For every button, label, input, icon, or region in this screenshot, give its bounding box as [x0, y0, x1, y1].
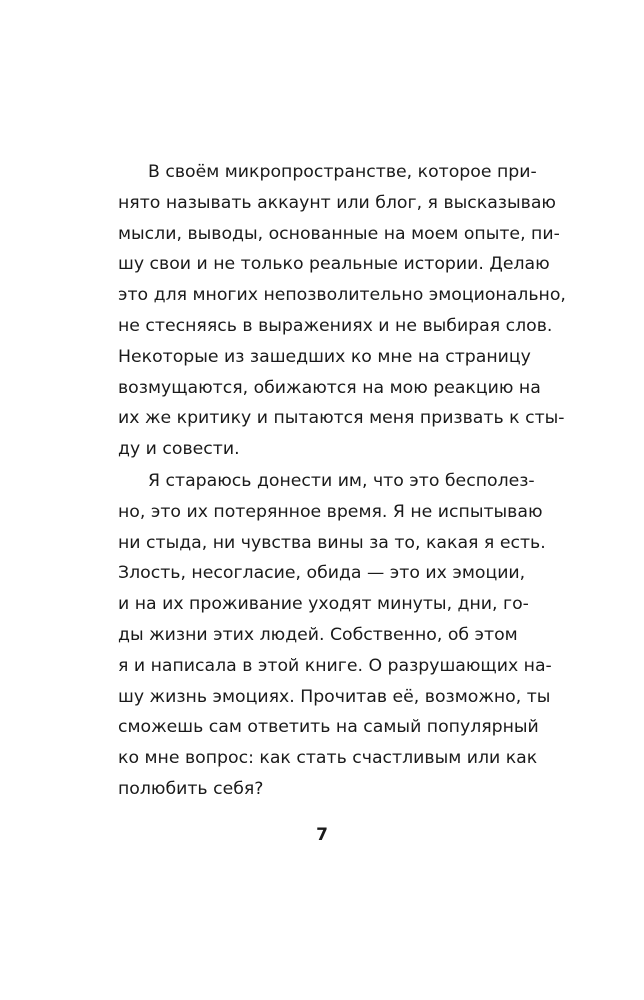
text-line: возмущаются, обижаются на мою реакцию на: [118, 377, 541, 398]
text-line: я и написала в этой книге. О разрушающих на-: [118, 655, 552, 676]
paragraph-2: [118, 466, 552, 805]
text-line: мысли, выводы, основанные на моем опыте, пи-: [118, 223, 560, 244]
text-line: но, это их потерянное время. Я не испытываю: [118, 501, 543, 522]
text-line: ду и совести.: [118, 439, 240, 460]
text-line: полюбить себя?: [118, 778, 264, 799]
text-line: ни стыда, ни чувства вины за то, какая я есть.: [118, 532, 546, 553]
paragraph-1: [118, 157, 566, 465]
text-line: Злость, несогласие, обида — это их эмоции,: [118, 563, 526, 584]
text-line: шу свои и не только реальные истории. Делаю: [118, 254, 550, 275]
text-line: Я стараюсь донести им, что это бесполез-: [148, 471, 535, 491]
text-line: и на их проживание уходят минуты, дни, го-: [118, 594, 529, 615]
text-line: их же критику и пытаются меня призвать к сты-: [118, 408, 565, 429]
text-line: нято называть аккаунт или блог, я высказываю: [118, 192, 556, 213]
text-line: не стесняясь в выражениях и не выбирая слов.: [118, 315, 553, 336]
text-line: В своём микропространстве, которое при-: [148, 162, 537, 182]
text-line: это для многих непозволительно эмоционально,: [118, 285, 566, 306]
text-line: сможешь сам ответить на самый популярный: [118, 717, 539, 738]
page-number: 7: [316, 825, 328, 845]
text-line: ко мне вопрос: как стать счастливым или как: [118, 748, 538, 769]
text-line: ды жизни этих людей. Собственно, об этом: [118, 624, 518, 645]
text-line: Некоторые из зашедших ко мне на страницу: [118, 346, 531, 367]
text-line: шу жизнь эмоциях. Прочитав её, возможно, ты: [118, 686, 551, 707]
